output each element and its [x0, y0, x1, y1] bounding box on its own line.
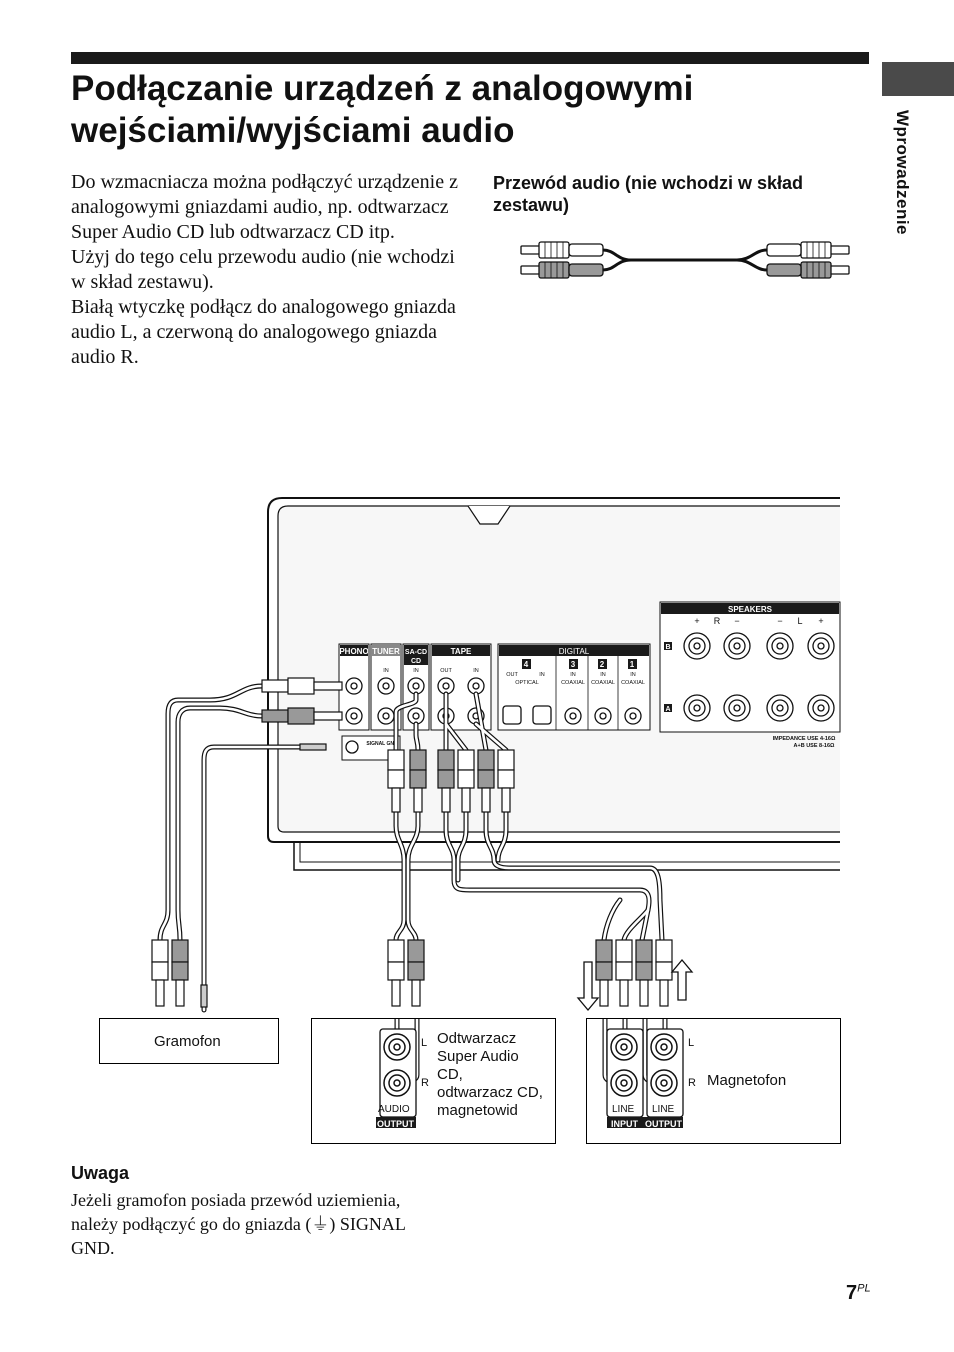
label-d3-coaxial: COAXIAL — [561, 680, 585, 686]
player-output-label: OUTPUT — [377, 1119, 414, 1129]
intro-paragraph-2: Użyj do tego celu przewodu audio (nie wchodzi w skład zestawu). — [71, 246, 455, 293]
label-digital: DIGITAL — [558, 647, 590, 656]
player-jack-r-label: R — [421, 1077, 429, 1089]
label-spk-b: B — [665, 644, 671, 651]
tape-jack-l-label: L — [688, 1037, 695, 1049]
player-label: Odtwarzacz Super Audio CD, odtwarzacz CD, magnetowid — [437, 1030, 543, 1119]
label-spk-a: A — [665, 706, 671, 713]
audio-cable-illustration — [515, 234, 855, 286]
intro-text — [71, 170, 461, 370]
label-impedance-2: A+B USE 8-16Ω — [793, 743, 835, 749]
label-speakers: SPEAKERS — [727, 605, 773, 614]
label-spk-r: R — [713, 616, 721, 626]
title-line-1: Podłączanie urządzeń z analogowymi — [71, 69, 694, 108]
player-audio-label: AUDIO — [378, 1104, 410, 1115]
note-text: Jeżeli gramofon posiada przewód uziemienia, należy podłączyć go do gniazda (⏚) SIGNAL GND. — [71, 1190, 406, 1258]
label-spk-minus-1: − — [734, 616, 740, 626]
tape-deck-box — [586, 1018, 841, 1144]
turntable-label: Gramofon — [154, 1033, 221, 1050]
top-rule — [71, 52, 869, 64]
label-cd: CD — [410, 658, 422, 665]
label-optical: OPTICAL — [515, 680, 539, 686]
note-heading: Uwaga — [71, 1163, 130, 1183]
label-digital-3: 3 — [570, 660, 576, 669]
label-sacd: SA-CD — [404, 649, 428, 656]
page-number: $7^{PL}$ — [846, 1282, 871, 1304]
label-tape-in: IN — [473, 668, 479, 674]
intro-paragraph-1: Do wzmacniacza można podłączyć urządzenie z analogowymi gniazdami audio, np. odtwarzacz Super Audio CD lub odtwarzacz CD itp. — [71, 171, 458, 243]
intro-paragraph-3: Białą wtyczkę podłącz do analogowego gniazda audio L, a czerwoną do analogowego gniazda audio R. — [71, 296, 456, 368]
tape-deck-label: Magnetofon — [707, 1072, 787, 1089]
tape-output-label: OUTPUT — [645, 1119, 682, 1129]
title-line-2: wejściami/wyjściami audio — [71, 111, 515, 150]
section-tab-label: Wprowadzenie — [893, 110, 912, 236]
tape-line-label-1: LINE — [612, 1104, 635, 1115]
label-tape-out: OUT — [440, 668, 452, 674]
label-d4-out: OUT — [506, 672, 518, 678]
label-digital-2: 2 — [599, 660, 605, 669]
label-digital-4: 4 — [523, 660, 529, 669]
label-spk-minus-2: − — [777, 616, 783, 626]
tape-jack-r-label: R — [688, 1077, 696, 1089]
label-spk-plus-1: + — [694, 616, 700, 626]
label-spk-l: L — [797, 616, 803, 626]
label-tuner-in: IN — [383, 668, 389, 674]
label-d2-in: IN — [600, 672, 606, 678]
label-tuner: TUNER — [372, 647, 400, 656]
player-box — [311, 1018, 556, 1144]
label-d4-in: IN — [539, 672, 545, 678]
label-d2-coaxial: COAXIAL — [591, 680, 615, 686]
label-sacd-in: IN — [413, 668, 419, 674]
label-d3-in: IN — [570, 672, 576, 678]
label-signal-gnd: SIGNAL GND — [366, 741, 398, 747]
player-jack-l-label: L — [421, 1037, 428, 1049]
label-d1-in: IN — [630, 672, 636, 678]
page-title — [71, 68, 861, 152]
label-digital-1: 1 — [629, 660, 635, 669]
turntable-box — [99, 1018, 279, 1064]
label-d1-coaxial: COAXIAL — [621, 680, 645, 686]
label-spk-plus-2: + — [818, 616, 824, 626]
tape-input-label: INPUT — [611, 1119, 638, 1129]
section-tab-marker — [882, 62, 954, 96]
label-phono: PHONO — [339, 647, 369, 656]
cable-heading: Przewód audio (nie wchodzi w skład zestawu) — [493, 173, 804, 215]
tape-line-label-2: LINE — [652, 1104, 675, 1115]
label-tape: TAPE — [450, 647, 472, 656]
label-impedance-1: IMPEDANCE USE 4-16Ω — [772, 736, 836, 742]
